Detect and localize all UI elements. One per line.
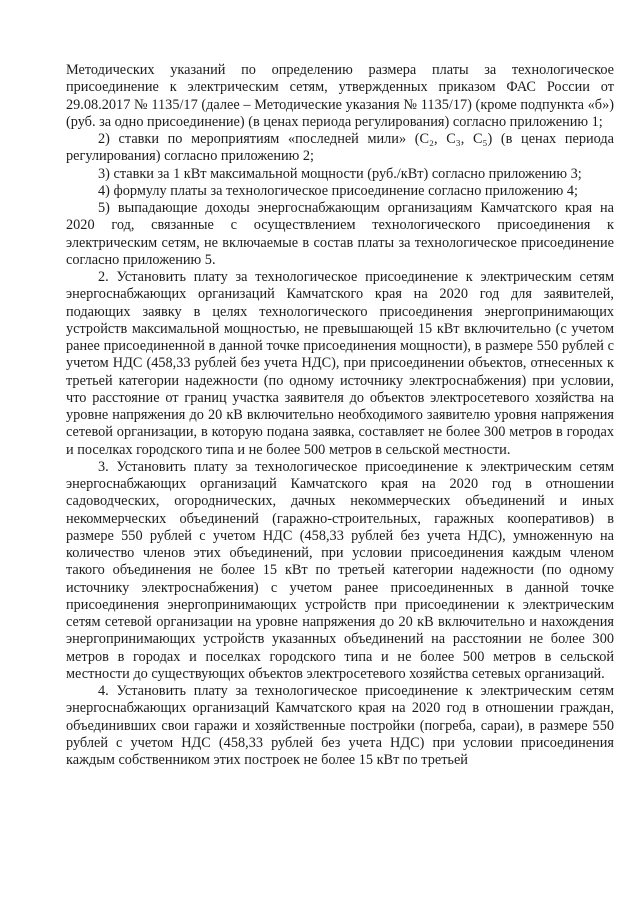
paragraph-section-3: 3. Установить плату за технологическое присоединение к электрическим сетям энергоснабжающих организаций Камчатского края на 2020 год в отношении садоводческих, огороднических, дачных некоммерческих объединений и иных некоммерческих объединений (гаражно-строительных, гаражных кооперативов) в размере 550 рублей с учетом НДС (458,33 рублей без учета НДС), умноженную на количество членов этих объединений, при условии присоединения каждым членом такого объединения не более 15 кВт по третьей категории надежности (по одному источнику электроснабжения) с учетом ранее присоединенных в данной точке присоединения энергопринимающих устройств при присоединении к электрическим сетям сетевой организации на уровне напряжения до 20 кВ включительно и нахождения энергопринимающих устройств указанных объединений на расстоянии не более 300 метров в городах и поселках городского типа и не более 500 метров в сельской местности до существующих объектов электросетевого хозяйства сетевых организаций. — [66, 458, 614, 682]
paragraph-item-3-rates-per-kw: 3) ставки за 1 кВт максимальной мощности (руб./кВт) согласно приложению 3; — [98, 165, 582, 182]
paragraph-item-2-rates: 2) ставки по мероприятиям «последней мили» (C₂, C₃, C₅) (в ценах периода регулирования) согласно приложению 2; — [66, 131, 614, 165]
paragraph-section-2: 2. Установить плату за технологическое присоединение к электрическим сетям энергоснабжающих организаций Камчатского края на 2020 год для заявителей, подающих заявку в целях технологического присоединения энергопринимающих устройств максимальной мощностью, не превышающей 15 кВт включительно (с учетом ранее присоединенной в данной точке присоединения мощности), в размере 550 рублей с учетом НДС (458,33 рублей без учета НДС), при присоединении объектов, отнесенных к третьей категории надежности (по одному источнику электроснабжения) при условии, что расстояние от границ участка заявителя до объектов электросетевого хозяйства на уровне напряжения до 20 кВ включительно необходимого заявителю уровня напряжения сетевой организации, в которую подана заявка, составляет не более 300 метров в городах и поселках городского типа и не более 500 метров в сельской местности. — [66, 269, 614, 458]
document-page — [66, 62, 614, 769]
paragraph-item-5-lost-income: 5) выпадающие доходы энергоснабжающим организациям Камчатского края на 2020 год, связанные с осуществлением технологического присоединения к электрическим сетям, не включаемые в состав платы за технологическое присоединение согласно приложению 5. — [66, 200, 614, 268]
paragraph-methodical-guidelines: Методических указаний по определению размера платы за технологическое присоединение к электрическим сетям, утвержденных приказом ФАС России от 29.08.2017 № 1135/17 (далее – Методические указания № 1135/17) (кроме подпункта «б») (руб. за одно присоединение) (в ценах периода регулирования) согласно приложению 1; — [66, 62, 614, 130]
paragraph-item-4-formula: 4) формулу платы за технологическое присоединение согласно приложению 4; — [98, 182, 579, 199]
paragraph-section-4: 4. Установить плату за технологическое присоединение к электрическим сетям энергоснабжающих организаций Камчатского края на 2020 год в отношении граждан, объединивших свои гаражи и хозяйственные постройки (погреба, сараи), в размере 550 рублей с учетом НДС (458,33 рублей без учета НДС) при условии присоединения каждым собственником этих построек не более 15 кВт по третьей — [66, 683, 614, 768]
